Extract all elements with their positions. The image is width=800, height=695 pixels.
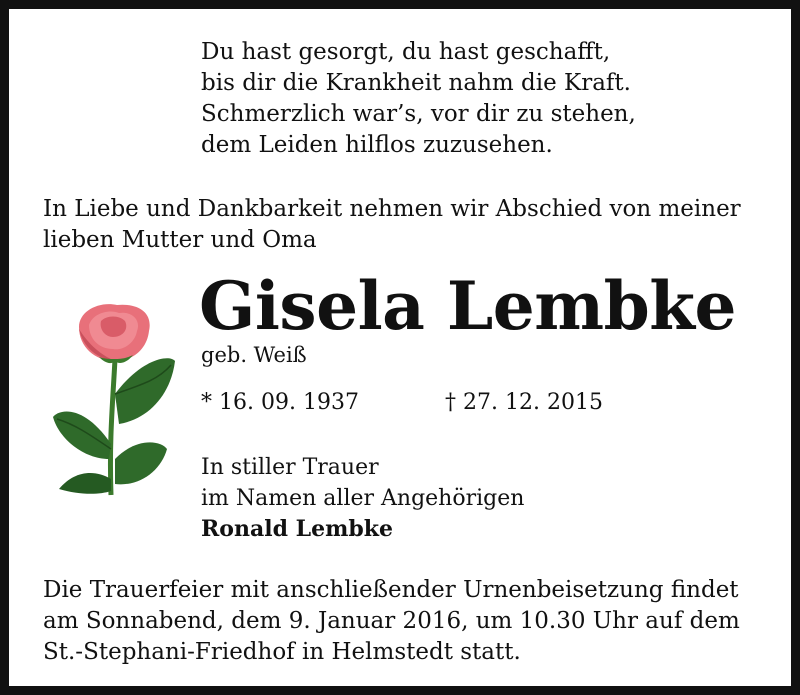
verse-line: Schmerzlich war’s, vor dir zu stehen, bbox=[201, 101, 636, 127]
verse-line: Du hast gesorgt, du hast geschafft, bbox=[201, 39, 611, 65]
funeral-service-info bbox=[43, 575, 783, 668]
maiden-name: geb. Weiß bbox=[201, 343, 307, 367]
farewell-intro bbox=[43, 194, 783, 256]
verse-line: bis dir die Krankheit nahm die Kraft. bbox=[201, 70, 631, 96]
rose-icon bbox=[49, 299, 189, 499]
mourning-line: In stiller Trauer bbox=[201, 455, 379, 480]
deceased-name: Gisela Lembke bbox=[199, 267, 737, 345]
intro-line: In Liebe und Dankbarkeit nehmen wir Abschied von meiner bbox=[43, 196, 741, 222]
mourners-block bbox=[201, 452, 524, 545]
memorial-verse bbox=[201, 37, 636, 161]
birth-date: * 16. 09. 1937 bbox=[201, 390, 359, 415]
mourning-line: im Namen aller Angehörigen bbox=[201, 486, 525, 511]
intro-line: lieben Mutter und Oma bbox=[43, 227, 317, 253]
service-line: am Sonnabend, dem 9. Januar 2016, um 10.30 Uhr auf dem bbox=[43, 608, 740, 634]
signer-name: Ronald Lembke bbox=[201, 516, 393, 542]
service-line: St.-Stephani-Friedhof in Helmstedt statt. bbox=[43, 639, 521, 665]
death-date: † 27. 12. 2015 bbox=[445, 390, 603, 415]
service-line: Die Trauerfeier mit anschließender Urnenbeisetzung findet bbox=[43, 577, 739, 603]
verse-line: dem Leiden hilflos zuzusehen. bbox=[201, 132, 553, 158]
